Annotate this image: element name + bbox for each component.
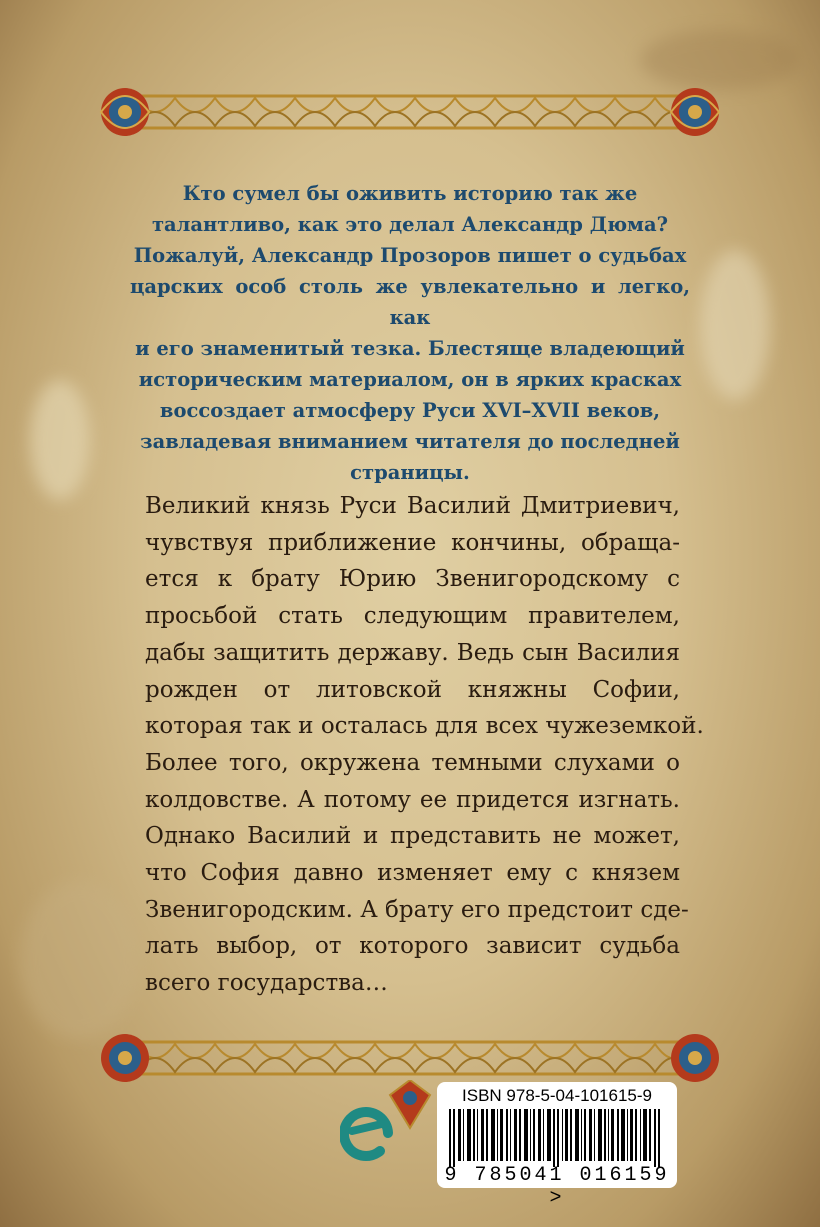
publisher-logo-icon [340, 1093, 398, 1169]
blurb-line: царских особ столь же увлекательно и легко, как [130, 275, 690, 329]
annotation-line: Однако Василий и представить не может, [145, 823, 680, 850]
annotation-line: Великий князь Руси Василий Дмитриевич, [145, 493, 680, 519]
barcode-block [437, 1082, 677, 1210]
annotation-line: что София давно изменяет ему с князем [145, 860, 680, 887]
annotation-line: лать выбор, от которого зависит судьба [145, 933, 680, 960]
isbn-label: ISBN 978-5-04-101615-9 [462, 1086, 652, 1105]
parchment-stain [30, 380, 90, 500]
blurb-line: воссоздает атмосферу Руси XVI–XVII веков, [159, 399, 661, 422]
annotation-line: всего государства… [145, 970, 388, 997]
ornament-border-icon [95, 1030, 725, 1086]
blurb-line: завладевая вниманием читателя до последней [140, 430, 680, 453]
book-annotation [145, 488, 704, 1002]
annotation-line: колдовстве. А потому ее придется изгнать. [145, 786, 680, 813]
blurb-line: страницы. [350, 461, 470, 484]
annotation-line: ется к брату Юрию Звенигородскому с [145, 566, 680, 593]
annotation-line: рожден от литовской княжны Софии, [145, 676, 680, 703]
barcode-digits: 9 785041 016159 > [444, 1164, 670, 1210]
annotation-line: Звенигородским. А брату его предстоит сде- [145, 896, 689, 923]
annotation-line: дабы защитить державу. Ведь сын Василия [145, 639, 680, 666]
blurb-line: Пожалуй, Александр Прозоров пишет о судьбах [133, 244, 687, 267]
annotation-line: которая так и осталась для всех чужеземкой. [145, 713, 704, 740]
blurb-line: историческим материалом, он в ярких красках [138, 368, 682, 391]
blurb-line: и его знаменитый тезка. Блестяще владеющий [135, 337, 685, 360]
annotation-line: просьбой стать следующим правителем, [145, 603, 680, 630]
parchment-stain [640, 30, 800, 90]
annotation-line: Более того, окружена темными слухами о [145, 749, 680, 776]
barcode-icon [449, 1109, 664, 1167]
annotation-line: чувствуя приближение кончины, обраща- [145, 529, 680, 556]
blurb-line: талантливо, как это делал Александр Дюма? [151, 213, 669, 236]
parchment-stain [20, 880, 140, 1040]
ornament-border-icon [95, 84, 725, 140]
blurb-line: Кто сумел бы оживить историю так же [182, 182, 638, 205]
publisher-blurb [130, 178, 690, 488]
parchment-stain [700, 250, 770, 400]
